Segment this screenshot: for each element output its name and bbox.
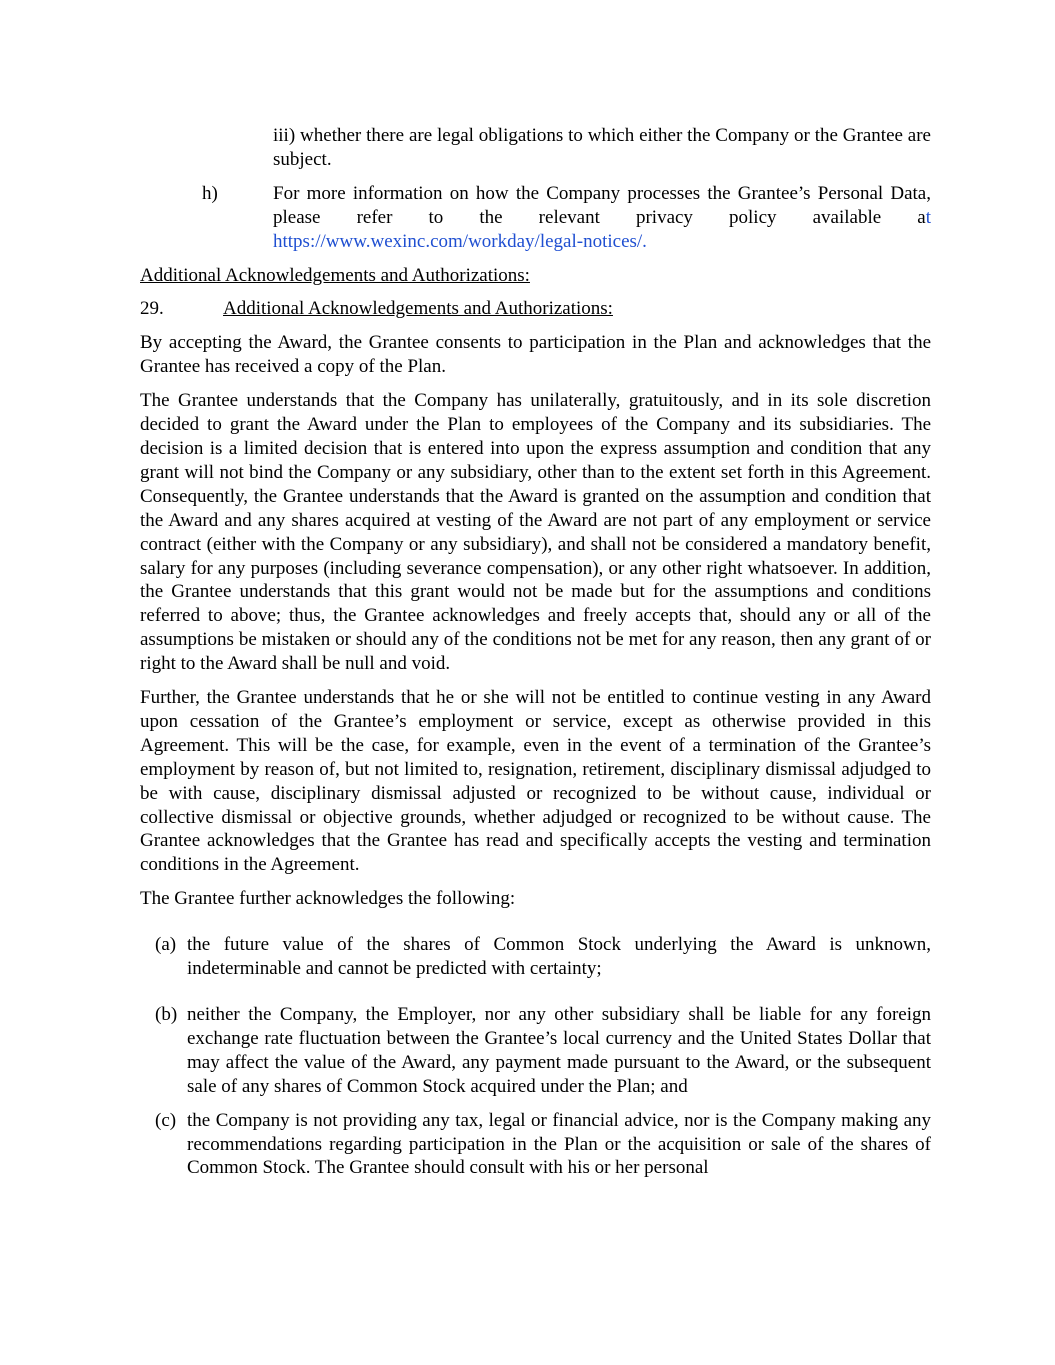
acknowledgement-label: (c) xyxy=(155,1109,177,1131)
acknowledgement-label: (a) xyxy=(155,934,177,956)
acknowledgement-text: the Company is not providing any tax, legal or financial advice, nor is the Company making any recommendations regarding participation in the Plan or the acquisition or sale of the shares of Common Stock. The Grantee should consult with his or her personal xyxy=(187,1109,931,1179)
acknowledgement-label: (b) xyxy=(155,1004,178,1025)
acknowledgement-text: neither the Company, the Employer, nor any other subsidiary shall be liable for any foreign exchange rate fluctuation between the Grantee’s local currency and the United States Dollar that may affect the value of the Award, any payment made pursuant to the Award, or the subsequent sale of any shares of Common Stock acquired under the Plan; and xyxy=(187,1004,931,1097)
paragraph-grant-discretion: The Grantee understands that the Company has unilaterally, gratuitously, and in its sole discretion decided to grant the Award under the Plan to employees of the Company and its subsidiaries. The decision is a limited decision that is entered into upon the express assumption and condition that any grant will not bind the Company or any subsidiary, other than to the extent set forth in this Agreement. Consequently, the Grantee understands that the Award is granted on the assumption and condition that the Award and any shares acquired at vesting of the Award are not part of any employment or service contract (either with the Company or any subsidiary), and shall not be considered a mandatory benefit, salary for any purposes (including severance compensation), or any other right whatsoever. In addition, the Grantee understands that this grant would not be made but for the assumptions and conditions referred to above; thus, the Grantee acknowledges and freely accepts that, should any or all of the assumptions be mistaken or should any of the conditions not be met for any reason, then any grant of or right to the Award shall be null and void. xyxy=(140,390,931,675)
clause-h-body xyxy=(273,182,931,254)
section-title: Additional Acknowledgements and Authorizations: xyxy=(223,298,613,320)
acknowledgement-item xyxy=(155,1109,931,1181)
privacy-policy-link[interactable]: t https://www.wexinc.com/workday/legal-notices/. xyxy=(273,206,931,252)
clause-iii: iii) whether there are legal obligations to which either the Company or the Grantee are subject. xyxy=(273,125,931,170)
clause-h-label: h) xyxy=(202,182,218,204)
section-heading: Additional Acknowledgements and Authorizations: xyxy=(140,264,530,286)
document-page xyxy=(140,124,931,1180)
clause-h-text: For more information on how the Company processes the Grantee’s Personal Data, please refer to the relevant privacy policy available a xyxy=(273,182,931,228)
section-29 xyxy=(140,297,931,321)
clause-h xyxy=(140,182,931,254)
acknowledgement-item xyxy=(155,1003,931,1099)
acknowledgement-item xyxy=(155,933,931,981)
paragraph-further-acknowledges: The Grantee further acknowledges the following: xyxy=(140,888,516,910)
paragraph-consent: By accepting the Award, the Grantee consents to participation in the Plan and acknowledges that the Grantee has received a copy of the Plan. xyxy=(140,332,931,378)
paragraph-vesting-cessation: Further, the Grantee understands that he or she will not be entitled to continue vesting in any Award upon cessation of the Grantee’s employment or service, except as otherwise provided in this Agreement. This will be the case, for example, even in the event of a termination of the Grantee’s employment by reason of, but not limited to, resignation, retirement, disciplinary dismissal adjudged to be with cause, disciplinary dismissal adjusted or recognized to be without cause, individual or collective dismissal or objective grounds, whether adjudged or recognized to be without cause. The Grantee acknowledges that the Grantee has read and specifically accepts the vesting and termination conditions in the Agreement. xyxy=(140,687,931,876)
acknowledgement-text: the future value of the shares of Common Stock underlying the Award is unknown, indeterminable and cannot be predicted with certainty; xyxy=(187,934,931,980)
section-number: 29. xyxy=(140,298,164,320)
